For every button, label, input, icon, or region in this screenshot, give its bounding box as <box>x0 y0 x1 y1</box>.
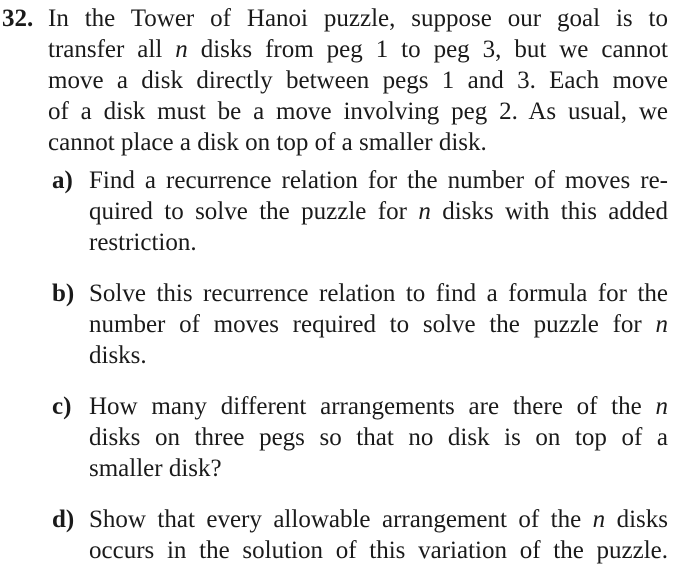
part-text: disks <box>605 506 669 533</box>
problem-line-4 <box>48 96 668 127</box>
math-variable-n: n <box>175 36 188 63</box>
part-a-line-2 <box>89 196 668 227</box>
part-text: disks on three pegs so that no disk is on top of a <box>89 424 668 451</box>
part-text: number of moves required to solve the puzzle for <box>89 311 656 338</box>
math-variable-n: n <box>655 311 668 338</box>
part-text: Show that every allowable arrangement of the <box>89 506 593 533</box>
problem-text: move a disk directly between pegs 1 and 3. Each move <box>48 67 668 94</box>
part-b-line-3 <box>89 340 147 371</box>
math-variable-n: n <box>592 506 606 533</box>
problem-text: cannot place a disk on top of a smaller disk. <box>48 129 487 156</box>
part-a-label: a) <box>52 167 73 194</box>
math-variable-n: n <box>418 198 431 225</box>
problem-text: transfer all <box>48 36 176 63</box>
problem-line-3 <box>48 65 668 96</box>
part-text: occurs in the solution of this variation of the puzzle. <box>89 537 668 564</box>
problem-line-5 <box>48 127 487 158</box>
problem-text: disks from peg 1 to peg 3, but we cannot <box>187 36 668 63</box>
part-text: quired to solve the puzzle for <box>89 198 419 225</box>
part-d-line-2 <box>89 535 668 566</box>
part-text: smaller disk? <box>89 455 222 482</box>
problem-text: of a disk must be a move involving peg 2. As usual, we <box>48 98 668 125</box>
part-b-label: b) <box>52 280 75 307</box>
part-text: Find a recurrence relation for the number of moves re- <box>89 167 668 194</box>
part-text: Solve this recurrence relation to find a formula for the <box>89 280 668 307</box>
part-text: disks. <box>89 342 147 369</box>
problem-line-1 <box>48 3 668 34</box>
part-a-line-1 <box>89 165 668 196</box>
math-variable-n: n <box>655 393 668 420</box>
part-c-line-2 <box>89 422 668 453</box>
problem-text: In the Tower of Hanoi puzzle, suppose our goal is to <box>48 5 668 32</box>
part-b-line-1 <box>89 278 668 309</box>
part-c-line-1 <box>89 391 668 422</box>
part-d-label: d) <box>52 506 75 533</box>
part-text: restriction. <box>89 229 197 256</box>
problem-number: 32. <box>2 5 34 32</box>
part-a-line-3 <box>89 227 197 258</box>
part-b-line-2 <box>89 309 668 340</box>
part-c-label: c) <box>52 393 72 420</box>
part-c-line-3 <box>89 453 222 484</box>
part-text: disks with this added <box>430 198 669 225</box>
part-d-line-1 <box>89 504 668 535</box>
part-text: How many different arrangements are there of the <box>89 393 656 420</box>
problem-line-2 <box>48 34 668 65</box>
